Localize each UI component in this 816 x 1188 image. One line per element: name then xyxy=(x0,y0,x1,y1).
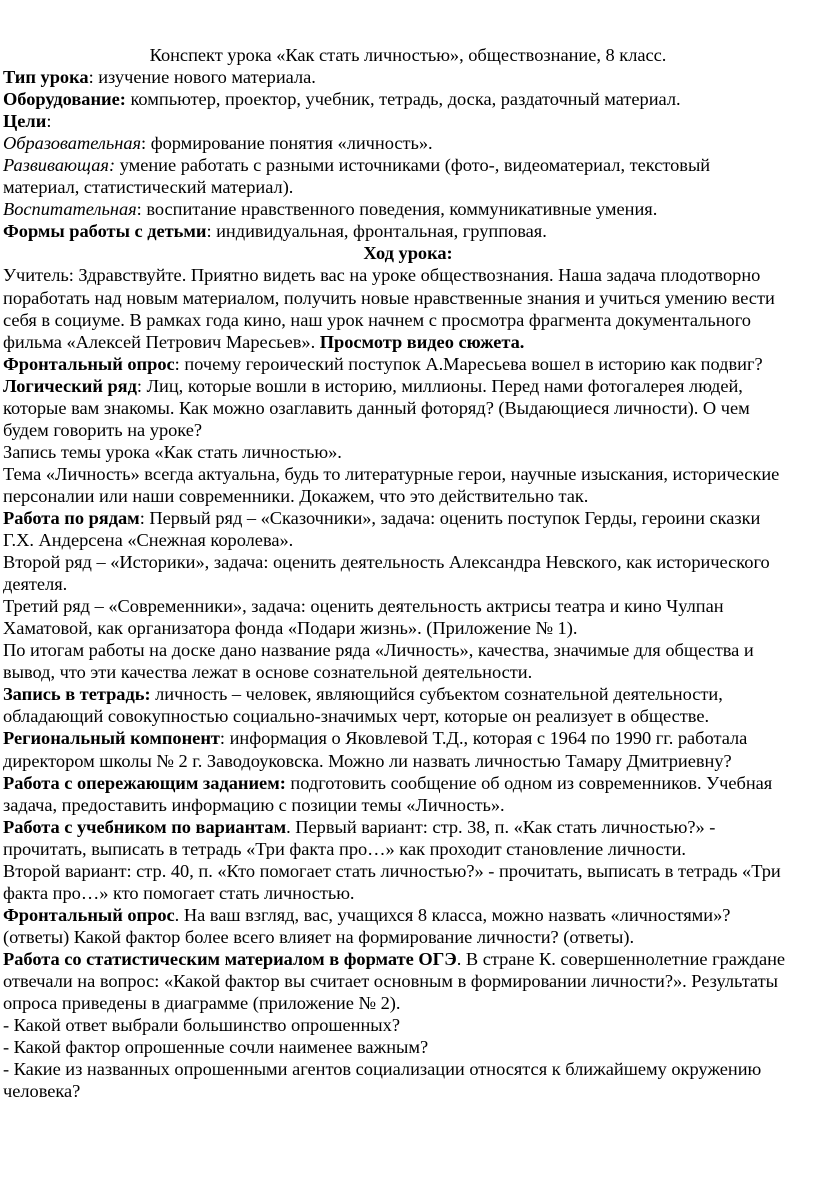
logical-row-line-2: которые вам знакомы. Как можно озаглавить данный фоторяд? (Выдающиеся личности). О чем xyxy=(3,397,750,418)
goals-colon: : xyxy=(46,111,52,132)
regional-line-2: директором школы № 2 г. Заводоуковска. Можно ли назвать личностью Тамару Дмитриевну? xyxy=(3,750,732,771)
advance-task-label: Работа с опережающим заданием: xyxy=(3,772,286,793)
goal-developing-text: умение работать с разными источниками (фото-, видеоматериал, текстовый xyxy=(115,155,711,176)
question-1: - Какой ответ выбрали большинство опрошенных? xyxy=(3,1015,400,1036)
notebook-record-label: Запись в тетрадь: xyxy=(3,684,151,705)
lesson-type-line xyxy=(0,66,816,88)
notebook-record-line-1: Запись в тетрадь: личность – человек, являющийся субъектом сознательной деятельности, xyxy=(3,684,723,705)
goal-upbringing-text: : воспитание нравственного поведения, коммуникативные умения. xyxy=(136,199,658,220)
second-variant-line-1: Второй вариант: стр. 40, п. «Кто помогает стать личностью?» - прочитать, выписать в тетрадь «Три xyxy=(3,860,781,881)
teacher-intro-line-1: Учитель: Здравствуйте. Приятно видеть вас на уроке обществознания. Наша задача плодотворно xyxy=(3,265,761,286)
rows-work-line-1: Работа по рядам: Первый ряд – «Сказочники», задача: оценить поступок Герды, героини сказки xyxy=(3,507,761,528)
logical-row-label: Логический ряд xyxy=(3,375,137,396)
textbook-work-label: Работа с учебником по вариантам xyxy=(3,816,287,837)
video-watch-label: Просмотр видео сюжета. xyxy=(319,331,525,352)
statistics-work-line-1: Работа со статистическим материалом в формате ОГЭ. В стране К. совершеннолетние граждане xyxy=(3,948,786,969)
advance-task-line-1: Работа с опережающим заданием: подготовить сообщение об одном из современников. Учебная xyxy=(3,772,773,793)
teacher-intro-line-3: себя в социуме. В рамках года кино, наш урок начнем с просмотра фрагмента документального xyxy=(3,309,751,330)
teacher-intro-line-4: фильма «Алексей Петрович Маресьев». Просмотр видео сюжета. xyxy=(3,331,525,352)
question-3-line-2: человека? xyxy=(3,1081,81,1102)
goals-line xyxy=(0,110,816,132)
equipment-text: компьютер, проектор, учебник, тетрадь, доска, раздаточный материал. xyxy=(125,89,681,110)
second-variant-line-2: факта про…» кто помогает стать личностью. xyxy=(3,882,355,903)
logical-row-line-1: Логический ряд: Лиц, которые вошли в историю, миллионы. Перед нами фотогалерея людей, xyxy=(3,375,743,396)
lesson-type-text: : изучение нового материала. xyxy=(88,67,316,88)
goal-educational-text: : формирование понятия «личность». xyxy=(141,133,433,154)
third-row-line-1: Третий ряд – «Современники», задача: оценить деятельность актрисы театра и кино Чулпан xyxy=(3,596,724,617)
goal-educational-line xyxy=(0,132,816,154)
equipment-line xyxy=(0,88,816,110)
question-2: - Какой фактор опрошенные сочли наименее важным? xyxy=(3,1037,429,1058)
goal-educational-label: Образовательная xyxy=(3,133,142,154)
work-forms-text: : индивидуальная, фронтальная, групповая. xyxy=(206,221,547,242)
statistics-work-label: Работа со статистическим материалом в формате ОГЭ xyxy=(3,948,457,969)
topic-record-line: Запись темы урока «Как стать личностью». xyxy=(3,441,342,462)
frontal-survey-2-line-2: (ответы) Какой фактор более всего влияет на формирование личности? (ответы). xyxy=(3,926,635,947)
results-line-1: По итогам работы на доске дано название ряда «Личность», качества, значимые для общества и xyxy=(3,640,754,661)
course-heading: Ход урока: xyxy=(363,243,453,264)
frontal-survey-2-label: Фронтальный опрос xyxy=(3,904,175,925)
goal-upbringing-label: Воспитательная xyxy=(3,199,137,220)
advance-task-line-2: задача, предоставить информацию с позиции темы «Личность». xyxy=(3,794,505,815)
third-row-line-2: Хаматовой, как организатора фонда «Подари жизнь». (Приложение № 1). xyxy=(3,618,578,639)
equipment-label: Оборудование: xyxy=(3,89,126,110)
frontal-survey-line: Фронтальный опрос: почему героический поступок А.Маресьева вошел в историю как подвиг? xyxy=(3,353,763,374)
logical-row-line-3: будем говорить на уроке? xyxy=(3,419,203,440)
statistics-work-line-3: опроса приведены в диаграмме (приложение № 2). xyxy=(3,993,401,1014)
goal-upbringing-line xyxy=(0,198,816,220)
regional-label: Региональный компонент xyxy=(3,728,220,749)
statistics-work-line-2: отвечали на вопрос: «Какой фактор вы считает основным в формировании личности?». Результаты xyxy=(3,970,778,991)
rows-work-line-2: Г.Х. Андерсена «Снежная королева». xyxy=(3,530,294,551)
goal-developing-line-2: материал, статистический материал). xyxy=(3,177,294,198)
goals-label: Цели xyxy=(3,111,47,132)
textbook-work-line-2: прочитать, выписать в тетрадь «Три факта про…» как проходит становление личности. xyxy=(3,838,686,859)
topic-relevance-line-2: персоналии или наши современники. Докажем, что это действительно так. xyxy=(3,485,589,506)
regional-line-1: Региональный компонент: информация о Яковлевой Т.Д., которая с 1964 по 1990 гг. работала xyxy=(3,728,748,749)
frontal-survey-label: Фронтальный опрос xyxy=(3,353,175,374)
results-line-2: вывод, что эти качества лежат в основе сознательной деятельности. xyxy=(3,662,533,683)
second-row-line-1: Второй ряд – «Историки», задача: оценить деятельность Александра Невского, как исторического xyxy=(3,552,770,573)
work-forms-label: Формы работы с детьми xyxy=(3,221,207,242)
work-forms-line xyxy=(0,220,816,242)
notebook-record-line-2: обладающий совокупностью социально-значимых черт, которые он реализует в обществе. xyxy=(3,706,710,727)
topic-relevance-line-1: Тема «Личность» всегда актуальна, будь то литературные герои, научные изыскания, исторические xyxy=(3,463,780,484)
question-3-line-1: - Какие из названных опрошенными агентов социализации относятся к ближайшему окружению xyxy=(3,1059,762,1080)
lesson-type-label: Тип урока xyxy=(3,67,89,88)
goal-developing-line xyxy=(0,154,816,176)
teacher-intro-line-2: поработать над новым материалом, получить новые нравственные знания и учиться умению вести xyxy=(3,287,775,308)
textbook-work-line-1: Работа с учебником по вариантам. Первый вариант: стр. 38, п. «Как стать личностью?» - xyxy=(3,816,716,837)
frontal-survey-2-line-1: Фронтальный опрос. На ваш взгляд, вас, учащихся 8 класса, можно назвать «личностями»? xyxy=(3,904,731,925)
document-title: Конспект урока «Как стать личностью», обществознание, 8 класс. xyxy=(149,45,667,65)
goal-developing-label: Развивающая: xyxy=(3,155,116,176)
rows-work-label: Работа по рядам xyxy=(3,507,140,528)
document-page xyxy=(0,44,816,1102)
second-row-line-2: деятеля. xyxy=(3,574,68,595)
